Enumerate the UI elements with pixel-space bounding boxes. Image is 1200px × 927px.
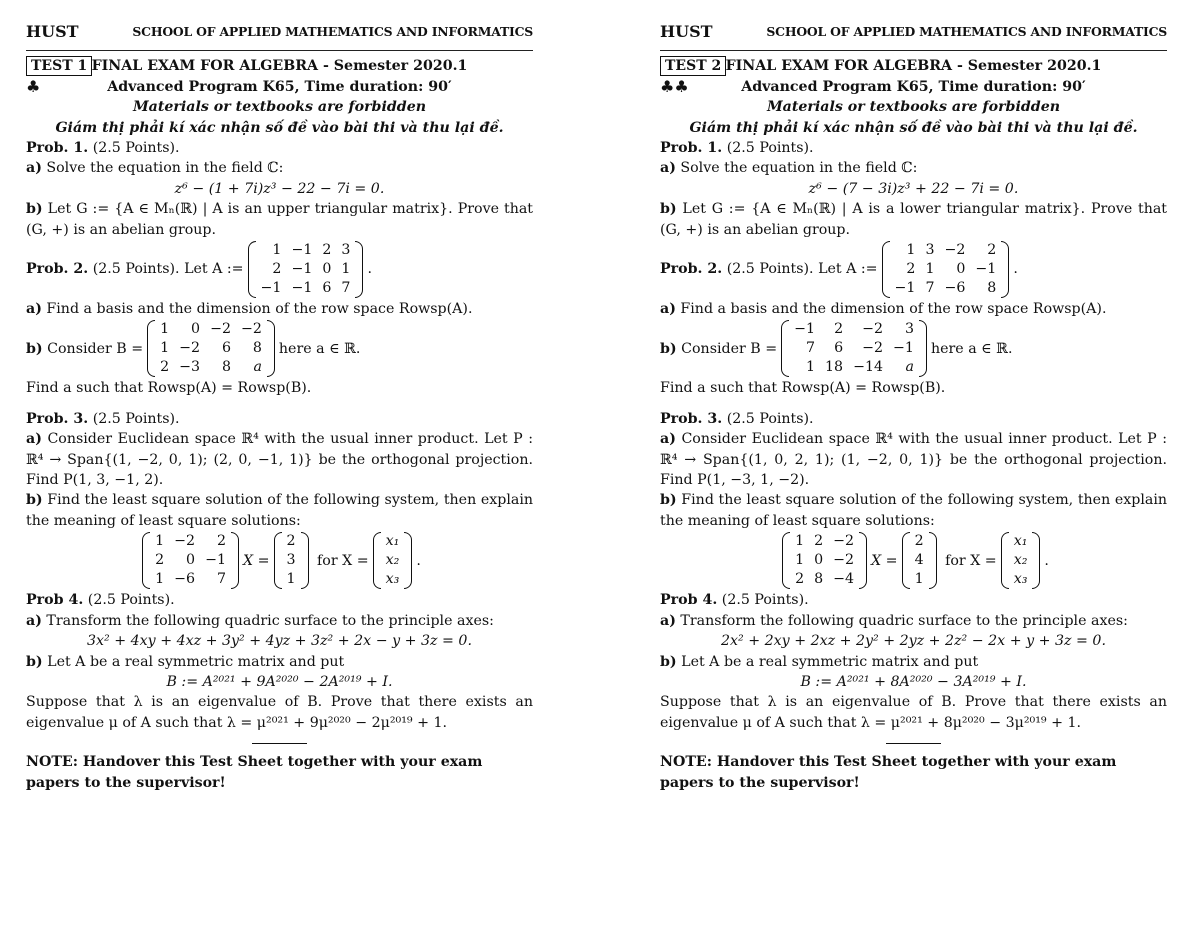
system-vars bbox=[373, 532, 413, 589]
prob4b-equation: B := A²⁰²¹ + 8A²⁰²⁰ − 3A²⁰¹⁹ + I. bbox=[800, 673, 1027, 690]
matrix-cell: 0 bbox=[191, 321, 201, 338]
matrix-cell: −1 bbox=[205, 552, 226, 569]
header bbox=[660, 22, 1167, 51]
matrix-cell: x₂ bbox=[1013, 552, 1028, 569]
matrix-cell: 4 bbox=[914, 552, 924, 569]
matrix-cell: 1 bbox=[341, 261, 351, 278]
matrix-cell: x₁ bbox=[1013, 533, 1028, 550]
matrix-cell: −1 bbox=[260, 280, 282, 297]
prob2-heading: Prob. 2. (2.5 Points). Let A := 1 −1 2 3 2 −1 0 1 −1 −1 6 7 . bbox=[26, 242, 372, 297]
matrix-cell: −3 bbox=[179, 359, 201, 376]
matrix-cell: 2 bbox=[322, 242, 332, 259]
program-row bbox=[26, 77, 533, 97]
prob4b: b) Let A be a real symmetric matrix and put bbox=[26, 653, 345, 670]
matrix-cell: −1 bbox=[794, 321, 816, 338]
matrix-cell: −1 bbox=[291, 261, 313, 278]
matrix-cell: 1 bbox=[914, 571, 924, 588]
matrix-cell: 2 bbox=[914, 533, 924, 550]
right-bracket bbox=[231, 532, 239, 589]
matrix-cell: −1 bbox=[894, 280, 916, 297]
matrix-cell: 8 bbox=[252, 340, 262, 357]
matrix-cell: 2 bbox=[814, 533, 824, 550]
least-square-system: 1 −2 2 2 0 −1 1 −6 7 X = 2 3 1 for X = x₁ x₂ x₃ . bbox=[26, 532, 533, 589]
matrix-cell: −4 bbox=[833, 571, 855, 588]
exam-title: FINAL EXAM FOR ALGEBRA - Semester 2020.1 bbox=[91, 58, 468, 75]
prob1-heading: Prob. 1. (2.5 Points). bbox=[26, 140, 180, 156]
matrix-cell: −14 bbox=[853, 359, 884, 376]
right-bracket bbox=[267, 320, 275, 377]
left-bracket bbox=[274, 532, 282, 589]
prob4b-tail: Suppose that λ is an eigenvalue of B. Prove that there exists an eigenvalue μ of A such that λ = μ²⁰²¹ + 8μ²⁰²⁰ − 3μ²⁰¹⁹ + 1. bbox=[660, 694, 1167, 731]
matrix-A bbox=[882, 241, 1010, 298]
handover-note: NOTE: Handover this Test Sheet together with your exam papers to the supervisor! bbox=[26, 754, 483, 791]
vietnamese-note: Giám thị phải kí xác nhận số đề vào bài thi và thu lại đề. bbox=[689, 119, 1138, 136]
prob3-heading: Prob. 3. (2.5 Points). bbox=[660, 410, 814, 427]
matrix-cell: −2 bbox=[944, 242, 966, 259]
matrix-A bbox=[248, 241, 364, 298]
matrix-cell: 6 bbox=[834, 340, 844, 357]
matrix-cell: 2 bbox=[286, 533, 296, 550]
left-bracket bbox=[248, 241, 256, 298]
matrix-cell: 3 bbox=[341, 242, 351, 259]
matrix-cell: 1 bbox=[925, 261, 935, 278]
left-bracket bbox=[782, 532, 790, 589]
prob3b: b) Find the least square solution of the following system, then explain the meaning of least square solutions: bbox=[660, 492, 1168, 529]
matrix-cell: 1 bbox=[795, 533, 805, 550]
matrix-cell: −1 bbox=[975, 261, 997, 278]
matrix-cell: 0 bbox=[322, 261, 332, 278]
matrix-cell: 8 bbox=[221, 359, 231, 376]
prob2-heading: Prob. 2. (2.5 Points). Let A := 1 3 −2 2 2 1 0 −1 −1 7 −6 8 . bbox=[660, 242, 1018, 297]
matrix-cell: 1 bbox=[806, 359, 816, 376]
materials-note: Materials or textbooks are forbidden bbox=[132, 99, 427, 116]
matrix-cell: −2 bbox=[240, 321, 262, 338]
prob1b: b) Let G := {A ∈ Mₙ(ℝ) | A is a lower triangular matrix}. Prove that (G, +) is an abelian group. bbox=[660, 201, 1167, 238]
prob3a: a) Consider Euclidean space ℝ⁴ with the usual inner product. Let P : ℝ⁴ → Span{(1, 0, 2, 1); (1, −2, 0, 1)} be the orthogonal projection. Find P(1, −3, 1, −2). bbox=[660, 431, 1167, 489]
prob4a: a) Transform the following quadric surface to the principle axes: bbox=[26, 612, 494, 629]
matrix-cell: 6 bbox=[221, 340, 231, 357]
matrix-cell: −2 bbox=[862, 321, 884, 338]
right-bracket bbox=[1032, 532, 1040, 589]
matrix-cell: 2 bbox=[987, 242, 997, 259]
right-bracket bbox=[929, 532, 937, 589]
matrix-cell: 1 bbox=[155, 533, 165, 550]
matrix-cell: 1 bbox=[286, 571, 296, 588]
matrix-cell: 3 bbox=[925, 242, 935, 259]
program-info: Advanced Program K65, Time duration: 90′ bbox=[107, 78, 452, 95]
matrix-cell: 1 bbox=[160, 321, 170, 338]
prob1a-equation: z⁶ − (1 + 7i)z³ − 22 − 7i = 0. bbox=[174, 180, 385, 197]
program-info: Advanced Program K65, Time duration: 90′ bbox=[741, 78, 1086, 95]
test-2-sheet bbox=[660, 22, 1167, 793]
school-name: SCHOOL OF APPLIED MATHEMATICS AND INFORMATICS bbox=[766, 24, 1167, 39]
least-square-system: 1 2 −2 1 0 −2 2 8 −4 X = 2 4 1 for X = x₁ x₂ x₃ . bbox=[660, 532, 1167, 589]
matrix-cell: −2 bbox=[174, 533, 196, 550]
matrix-cell: −1 bbox=[893, 340, 914, 357]
matrix-cell: 8 bbox=[814, 571, 824, 588]
matrix-cell: −1 bbox=[291, 280, 313, 297]
materials-note: Materials or textbooks are forbidden bbox=[766, 99, 1061, 116]
club-suit-icon: ♣♣ bbox=[660, 76, 689, 96]
divider bbox=[886, 743, 941, 744]
matrix-cell: 7 bbox=[925, 280, 935, 297]
matrix-cell: −2 bbox=[862, 340, 884, 357]
prob1a-equation: z⁶ − (7 − 3i)z³ + 22 − 7i = 0. bbox=[808, 180, 1019, 197]
divider bbox=[252, 743, 307, 744]
prob2b: b) Consider B = 1 0 −2 −2 1 −2 6 8 2 −3 8 a here a ∈ ℝ. bbox=[26, 321, 361, 376]
matrix-B bbox=[147, 320, 275, 377]
matrix-cell: x₁ bbox=[385, 533, 400, 550]
handover-note: NOTE: Handover this Test Sheet together with your exam papers to the supervisor! bbox=[660, 754, 1117, 791]
matrix-cell: 2 bbox=[155, 552, 165, 569]
system-matrix bbox=[142, 532, 239, 589]
left-bracket bbox=[781, 320, 789, 377]
matrix-cell: −6 bbox=[174, 571, 196, 588]
system-rhs bbox=[274, 532, 309, 589]
matrix-cell: 3 bbox=[286, 552, 296, 569]
prob2b-find: Find a such that Rowsp(A) = Rowsp(B). bbox=[660, 380, 946, 397]
prob4b-tail: Suppose that λ is an eigenvalue of B. Prove that there exists an eigenvalue μ of A such that λ = μ²⁰²¹ + 9μ²⁰²⁰ − 2μ²⁰¹⁹ + 1. bbox=[26, 694, 533, 731]
matrix-cell: 7 bbox=[216, 571, 226, 588]
matrix-cell: 1 bbox=[160, 340, 170, 357]
left-bracket bbox=[1001, 532, 1009, 589]
system-rhs bbox=[902, 532, 937, 589]
prob4a: a) Transform the following quadric surface to the principle axes: bbox=[660, 612, 1128, 629]
title-row bbox=[660, 56, 1167, 76]
matrix-cell: −2 bbox=[833, 533, 855, 550]
prob2b-find: Find a such that Rowsp(A) = Rowsp(B). bbox=[26, 380, 312, 397]
matrix-cell: x₂ bbox=[385, 552, 400, 569]
prob1a: a) Solve the equation in the field ℂ: bbox=[26, 160, 284, 177]
prob3a: a) Consider Euclidean space ℝ⁴ with the usual inner product. Let P : ℝ⁴ → Span{(1, −2, 0, 1); (2, 0, −1, 1)} be the orthogonal projection. Find P(1, 3, −1, 2). bbox=[26, 431, 533, 489]
matrix-cell: 8 bbox=[987, 280, 997, 297]
matrix-cell: −2 bbox=[210, 321, 231, 338]
prob4a-equation: 3x² + 4xy + 4xz + 3y² + 4yz + 3z² + 2x − y + 3z = 0. bbox=[87, 633, 472, 650]
matrix-cell: 7 bbox=[806, 340, 816, 357]
matrix-cell: a bbox=[253, 359, 262, 376]
matrix-cell: 2 bbox=[216, 533, 226, 550]
prob3-heading: Prob. 3. (2.5 Points). bbox=[26, 410, 180, 427]
prob4b-equation: B := A²⁰²¹ + 9A²⁰²⁰ − 2A²⁰¹⁹ + I. bbox=[166, 673, 393, 690]
right-bracket bbox=[1001, 241, 1009, 298]
matrix-cell: 1 bbox=[906, 242, 916, 259]
test-label: TEST 1 bbox=[26, 56, 92, 76]
prob4b: b) Let A be a real symmetric matrix and put bbox=[660, 653, 979, 670]
prob2a: a) Find a basis and the dimension of the row space Rowsp(A). bbox=[26, 301, 473, 318]
university: HUST bbox=[660, 22, 713, 41]
right-bracket bbox=[404, 532, 412, 589]
header bbox=[26, 22, 533, 51]
matrix-cell: −2 bbox=[833, 552, 855, 569]
matrix-B bbox=[781, 320, 927, 377]
matrix-cell: 0 bbox=[956, 261, 966, 278]
matrix-cell: 6 bbox=[322, 280, 332, 297]
matrix-cell: 2 bbox=[906, 261, 916, 278]
matrix-cell: −6 bbox=[944, 280, 966, 297]
system-vars bbox=[1001, 532, 1041, 589]
prob3b: b) Find the least square solution of the following system, then explain the meaning of least square solutions: bbox=[26, 492, 534, 529]
prob4-heading: Prob 4. (2.5 Points). bbox=[660, 592, 809, 609]
matrix-cell: x₃ bbox=[385, 571, 400, 588]
matrix-cell: 2 bbox=[160, 359, 170, 376]
matrix-cell: 1 bbox=[155, 571, 165, 588]
right-bracket bbox=[355, 241, 363, 298]
matrix-cell: 0 bbox=[814, 552, 824, 569]
left-bracket bbox=[373, 532, 381, 589]
matrix-cell: 3 bbox=[904, 321, 914, 338]
test-1-sheet bbox=[26, 22, 533, 793]
matrix-cell: 2 bbox=[272, 261, 282, 278]
prob1-heading: Prob. 1. (2.5 Points). bbox=[660, 140, 814, 156]
left-bracket bbox=[147, 320, 155, 377]
matrix-cell: 2 bbox=[795, 571, 805, 588]
matrix-cell: −1 bbox=[291, 242, 313, 259]
left-bracket bbox=[882, 241, 890, 298]
matrix-cell: 18 bbox=[825, 359, 844, 376]
matrix-cell: 0 bbox=[186, 552, 196, 569]
right-bracket bbox=[919, 320, 927, 377]
test-label: TEST 2 bbox=[660, 56, 726, 76]
vietnamese-note: Giám thị phải kí xác nhận số đề vào bài thi và thu lại đề. bbox=[55, 119, 504, 136]
prob1a: a) Solve the equation in the field ℂ: bbox=[660, 160, 918, 177]
university: HUST bbox=[26, 22, 79, 41]
club-suit-icon: ♣ bbox=[26, 76, 41, 96]
left-bracket bbox=[902, 532, 910, 589]
program-row bbox=[660, 77, 1167, 97]
matrix-cell: 2 bbox=[834, 321, 844, 338]
prob2b: b) Consider B = −1 2 −2 3 7 6 −2 −1 1 18 −14 a here a ∈ ℝ. bbox=[660, 321, 1013, 376]
system-matrix bbox=[782, 532, 867, 589]
matrix-cell: 1 bbox=[795, 552, 805, 569]
prob1b: b) Let G := {A ∈ Mₙ(ℝ) | A is an upper triangular matrix}. Prove that (G, +) is an abelian group. bbox=[26, 201, 533, 238]
matrix-cell: 7 bbox=[341, 280, 351, 297]
school-name: SCHOOL OF APPLIED MATHEMATICS AND INFORMATICS bbox=[132, 24, 533, 39]
matrix-cell: x₃ bbox=[1013, 571, 1028, 588]
right-bracket bbox=[301, 532, 309, 589]
prob4-heading: Prob 4. (2.5 Points). bbox=[26, 592, 175, 609]
matrix-cell: −2 bbox=[179, 340, 201, 357]
right-bracket bbox=[859, 532, 867, 589]
prob2a: a) Find a basis and the dimension of the row space Rowsp(A). bbox=[660, 301, 1107, 318]
exam-title: FINAL EXAM FOR ALGEBRA - Semester 2020.1 bbox=[725, 58, 1102, 75]
prob4a-equation: 2x² + 2xy + 2xz + 2y² + 2yz + 2z² − 2x + y + 3z = 0. bbox=[721, 633, 1106, 650]
left-bracket bbox=[142, 532, 150, 589]
matrix-cell: a bbox=[905, 359, 914, 376]
matrix-cell: 1 bbox=[272, 242, 282, 259]
title-row bbox=[26, 56, 533, 76]
